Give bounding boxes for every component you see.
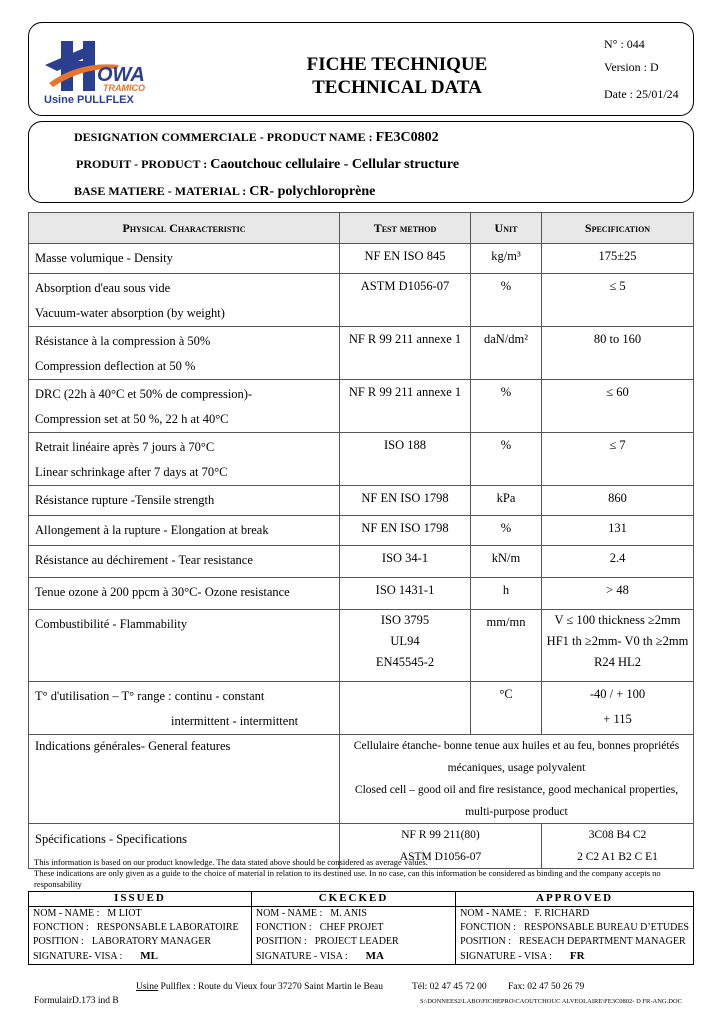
signature-table [28, 891, 694, 965]
header-characteristic: Physical Characteristic [29, 213, 340, 244]
method-cell-line: NF R 99 211 annexe 1 [348, 332, 462, 346]
logo-subtitle: Usine PULLFLEX [44, 94, 134, 106]
signature-position-line [256, 935, 451, 949]
method-cell-line: EN45545-2 [375, 655, 435, 669]
footer-fax: Fax: 02 47 50 26 79 [508, 982, 585, 992]
method-cell-line: ISO 3795 [380, 613, 430, 627]
signature-function-value: CHEF PROJET [319, 922, 384, 933]
table-row [29, 486, 694, 516]
signature-signature-label: SIGNATURE - VISA : [255, 951, 348, 962]
product-name-value: FE3C0802 [375, 130, 439, 145]
spec-cell-line: -40 / + 100 [589, 687, 646, 701]
characteristic-cell-line: Absorption d'eau sous vide [35, 281, 171, 295]
signature-position-line [460, 935, 689, 949]
signature-position-line [33, 935, 247, 949]
characteristic-cell [29, 578, 340, 610]
doc-number: N° : 044 [604, 37, 645, 51]
characteristic-cell [29, 486, 340, 516]
signature-cell [251, 907, 455, 965]
unit-cell [471, 274, 542, 327]
method-cell [340, 274, 471, 327]
spec-cell [542, 274, 694, 327]
signature-signature-line [460, 949, 689, 964]
spec-cell-line: + 115 [603, 712, 632, 726]
title-fr: FICHE TECHNIQUE [306, 54, 488, 75]
signature-signature-value: MA [365, 950, 384, 962]
signature-position-value: RESEACH DEPARTMENT MANAGER [518, 936, 686, 947]
characteristic-cell [29, 244, 340, 274]
method-cell [340, 578, 471, 610]
method-cell-line: NF EN ISO 845 [364, 249, 446, 263]
signature-position-label: POSITION : [460, 936, 511, 947]
spec-cell [542, 516, 694, 546]
characteristic-cell-line: intermittent - intermittent [171, 714, 299, 728]
signature-signature-line [33, 949, 247, 964]
unit-cell [471, 682, 542, 735]
method-cell [340, 516, 471, 546]
unit-cell-line: kN/m [491, 551, 521, 565]
signature-name-line [460, 907, 689, 921]
product-type-label: PRODUIT - PRODUCT : [76, 157, 208, 171]
spec-cell-line: 131 [608, 521, 627, 535]
characteristic-cell [29, 380, 340, 433]
spec-cell-line: ≤ 5 [609, 279, 626, 293]
issued-header: ISSUED [29, 892, 252, 907]
unit-cell-line: kg/m³ [491, 249, 521, 263]
unit-cell [471, 244, 542, 274]
method-cell [340, 682, 471, 735]
method-cell-line: UL94 [390, 634, 420, 648]
characteristic-cell-line: DRC (22h à 40°C et 50% de compression)- [35, 387, 253, 401]
general-features-line: mécaniques, usage polyvalent [447, 762, 586, 774]
characteristic-cell [29, 433, 340, 486]
signature-function-value: RESPONSABLE LABORATOIRE [96, 922, 239, 933]
header-box [28, 22, 694, 116]
signature-name-label: NOM - NAME : [255, 908, 323, 919]
spec-cell-line: > 48 [606, 583, 629, 597]
table-row [29, 274, 694, 327]
characteristic-cell-line: Vacuum-water absorption (by weight) [35, 306, 225, 320]
general-features-line: multi-purpose product [465, 806, 568, 818]
signature-name-value: M. ANIS [330, 908, 367, 919]
footer-form-id: FormulairD.173 ind B [34, 996, 119, 1006]
title-en: TECHNICAL DATA [312, 77, 482, 98]
signature-function-label: FONCTION : [460, 922, 516, 933]
unit-cell-line: % [500, 279, 512, 293]
svg-text:OWA: OWA [97, 64, 145, 86]
unit-cell [471, 327, 542, 380]
spec-cell-line: 860 [608, 491, 627, 505]
table-row [29, 380, 694, 433]
characteristic-cell [29, 610, 340, 682]
spec-cell-line: 175±25 [598, 249, 637, 263]
table-row [29, 578, 694, 610]
characteristic-cell-line: Combustibilité - Flammability [35, 617, 188, 631]
spec-cell [542, 682, 694, 735]
signature-cell [29, 907, 252, 965]
characteristic-cell-line: T° d'utilisation – T° range : continu - constant [35, 689, 265, 703]
footer-file-path: S:\DONNEES2\LABO\FICHEPRO\CAOUTCHOUC ALVEOLAIRE\FE3C0802- D FR-ANG.DOC [420, 998, 682, 1005]
product-type-value: Caoutchouc cellulaire - Cellular structure [210, 157, 460, 172]
material-label: BASE MATIERE - MATERIAL : [74, 184, 247, 198]
method-cell-line: NF R 99 211 annexe 1 [348, 385, 462, 399]
characteristic-cell-line: Linear schrinkage after 7 days at 70°C [35, 465, 228, 479]
spec-cell [542, 327, 694, 380]
characteristic-cell-line: Résistance au déchirement - Tear resistance [35, 553, 253, 567]
table-row [29, 244, 694, 274]
unit-cell-line: °C [499, 687, 513, 701]
approved-header: APPROVED [456, 892, 694, 907]
characteristic-cell-line: Allongement à la rupture - Elongation at break [35, 523, 269, 537]
method-cell [340, 433, 471, 486]
characteristics-table [28, 212, 694, 869]
spec-cell-line: ≤ 7 [609, 438, 626, 452]
spec-cell [542, 486, 694, 516]
footer-usine: Usine [136, 982, 159, 992]
characteristic-cell-line: Tenue ozone à 200 ppcm à 30°C- Ozone resistance [35, 585, 290, 599]
signature-function-line [460, 921, 689, 935]
spec-method-line: NF R 99 211(80) [401, 829, 480, 841]
signature-function-label: FONCTION : [33, 922, 89, 933]
characteristic-cell [29, 682, 340, 735]
signature-signature-label: SIGNATURE - VISA : [460, 951, 552, 962]
product-name-label: DESIGNATION COMMERCIALE - PRODUCT NAME : [74, 130, 373, 144]
unit-cell [471, 433, 542, 486]
spec-cell [542, 610, 694, 682]
spec-cell [542, 578, 694, 610]
header-test-method: Test method [340, 213, 471, 244]
table-row [29, 610, 694, 682]
general-features-row [29, 735, 694, 824]
general-features-line: Closed cell – good oil and fire resistance, good mechanical properties, [354, 784, 679, 796]
signature-position-label: POSITION : [255, 936, 307, 947]
material-line [74, 184, 375, 200]
table-header-row [29, 213, 694, 244]
characteristic-cell-line: Masse volumique - Density [35, 251, 173, 265]
characteristic-cell-line: Compression deflection at 50 % [35, 359, 196, 373]
spec-value-line: 2 C2 A1 B2 C E1 [577, 851, 658, 863]
signature-name-value: F. RICHARD [534, 908, 590, 919]
unit-cell-line: daN/dm² [483, 332, 529, 346]
spec-cell-line: R24 HL2 [594, 655, 641, 669]
characteristic-cell-line: Compression set at 50 %, 22 h at 40°C [35, 412, 229, 426]
unit-cell [471, 380, 542, 433]
signature-function-label: FONCTION : [255, 922, 312, 933]
characteristic-cell-line: Résistance rupture -Tensile strength [35, 493, 215, 507]
method-cell [340, 546, 471, 578]
unit-cell-line: % [500, 438, 512, 452]
general-features-text [340, 735, 694, 824]
signature-position-value: PROJECT LEADER [314, 936, 399, 947]
unit-cell [471, 546, 542, 578]
disclaimer-line-2: These indications are only given as a guide to the choice of material in relation to its destined use. In no case, can this information be considered as binding and the company accepts no responsability [34, 868, 661, 889]
unit-cell [471, 486, 542, 516]
header-specification: Specification [542, 213, 694, 244]
unit-cell-line: mm/mn [486, 615, 526, 629]
product-name-line [74, 130, 439, 146]
unit-cell [471, 578, 542, 610]
method-cell-line: NF EN ISO 1798 [361, 491, 449, 505]
table-row [29, 433, 694, 486]
disclaimer-line-1: This information is based on our product knowledge. The data stated above should be considered as average values. [34, 857, 428, 867]
characteristic-cell [29, 546, 340, 578]
signature-function-value: RESPONSABLE BUREAU D’ETUDES [523, 922, 689, 933]
characteristic-cell [29, 274, 340, 327]
signature-signature-value: FR [569, 950, 585, 962]
footer-tel: Tél: 02 47 45 72 00 [412, 982, 487, 992]
unit-cell-line: % [500, 521, 512, 535]
method-cell-line: NF EN ISO 1798 [361, 521, 449, 535]
spec-cell [542, 380, 694, 433]
method-cell-line: ISO 188 [383, 438, 427, 452]
method-cell-line: ASTM D1056-07 [360, 279, 450, 293]
unit-cell [471, 610, 542, 682]
method-cell-line: ISO 1431-1 [375, 583, 435, 597]
signature-position-label: POSITION : [33, 936, 84, 947]
spec-cell-line: V ≤ 100 thickness ≥2mm [554, 613, 681, 627]
spec-cell-line: 2.4 [609, 551, 626, 565]
characteristic-cell [29, 516, 340, 546]
general-features-line: Cellulaire étanche- bonne tenue aux huiles et au feu, bonnes propriétés [353, 740, 680, 752]
spec-cell [542, 546, 694, 578]
unit-cell-line: kPa [496, 491, 516, 505]
signature-signature-line [256, 949, 451, 964]
unit-cell [471, 516, 542, 546]
footer-address-text: Pullflex : Route du Vieux four 37270 Saint Martin le Beau [160, 982, 384, 992]
characteristic-cell-line: Retrait linéaire après 7 jours à 70°C [35, 440, 215, 454]
spec-cell-line: HF1 th ≥2mm- V0 th ≥2mm [546, 634, 689, 648]
spec-method-line: ASTM D1056-07 [399, 851, 482, 863]
doc-version: Version : D [604, 60, 659, 74]
signature-name-label: NOM - NAME : [460, 908, 527, 919]
specifications-label: Spécifications - Specifications [29, 824, 340, 869]
signature-name-line [33, 907, 247, 921]
unit-cell-line: % [500, 385, 512, 399]
spec-value-line: 3C08 B4 C2 [588, 829, 647, 841]
signature-cell [456, 907, 694, 965]
signature-name-value: M LIOT [107, 908, 142, 919]
characteristic-cell [29, 327, 340, 380]
unit-cell-line: h [502, 583, 510, 597]
header-unit: Unit [471, 213, 542, 244]
method-cell [340, 327, 471, 380]
material-value: CR- polychloroprène [249, 184, 376, 199]
footer-address [136, 982, 383, 992]
spec-cell-line: ≤ 60 [606, 385, 629, 399]
svg-text:TRAMICO: TRAMICO [103, 83, 145, 93]
method-cell [340, 380, 471, 433]
signature-name-label: NOM - NAME : [33, 908, 100, 919]
spec-cell [542, 244, 694, 274]
table-row [29, 546, 694, 578]
doc-date: Date : 25/01/24 [604, 87, 679, 101]
signature-function-line [256, 921, 451, 935]
characteristic-cell-line: Résistance à la compression à 50% [35, 334, 211, 348]
spec-cell [542, 433, 694, 486]
signature-signature-value: ML [140, 950, 159, 962]
method-cell [340, 610, 471, 682]
method-cell [340, 486, 471, 516]
table-row [29, 327, 694, 380]
signature-function-line [33, 921, 247, 935]
signature-position-value: LABORATORY MANAGER [91, 936, 212, 947]
method-cell [340, 244, 471, 274]
method-cell-line: ISO 34-1 [381, 551, 429, 565]
table-row [29, 682, 694, 735]
signature-signature-label: SIGNATURE- VISA : [33, 951, 123, 962]
spec-cell-line: 80 to 160 [593, 332, 642, 346]
product-box [28, 121, 694, 203]
product-type-line [76, 157, 459, 173]
table-row [29, 516, 694, 546]
checked-header: CKECKED [251, 892, 455, 907]
signature-name-line [256, 907, 451, 921]
general-features-label: Indications générales- General features [29, 735, 340, 824]
